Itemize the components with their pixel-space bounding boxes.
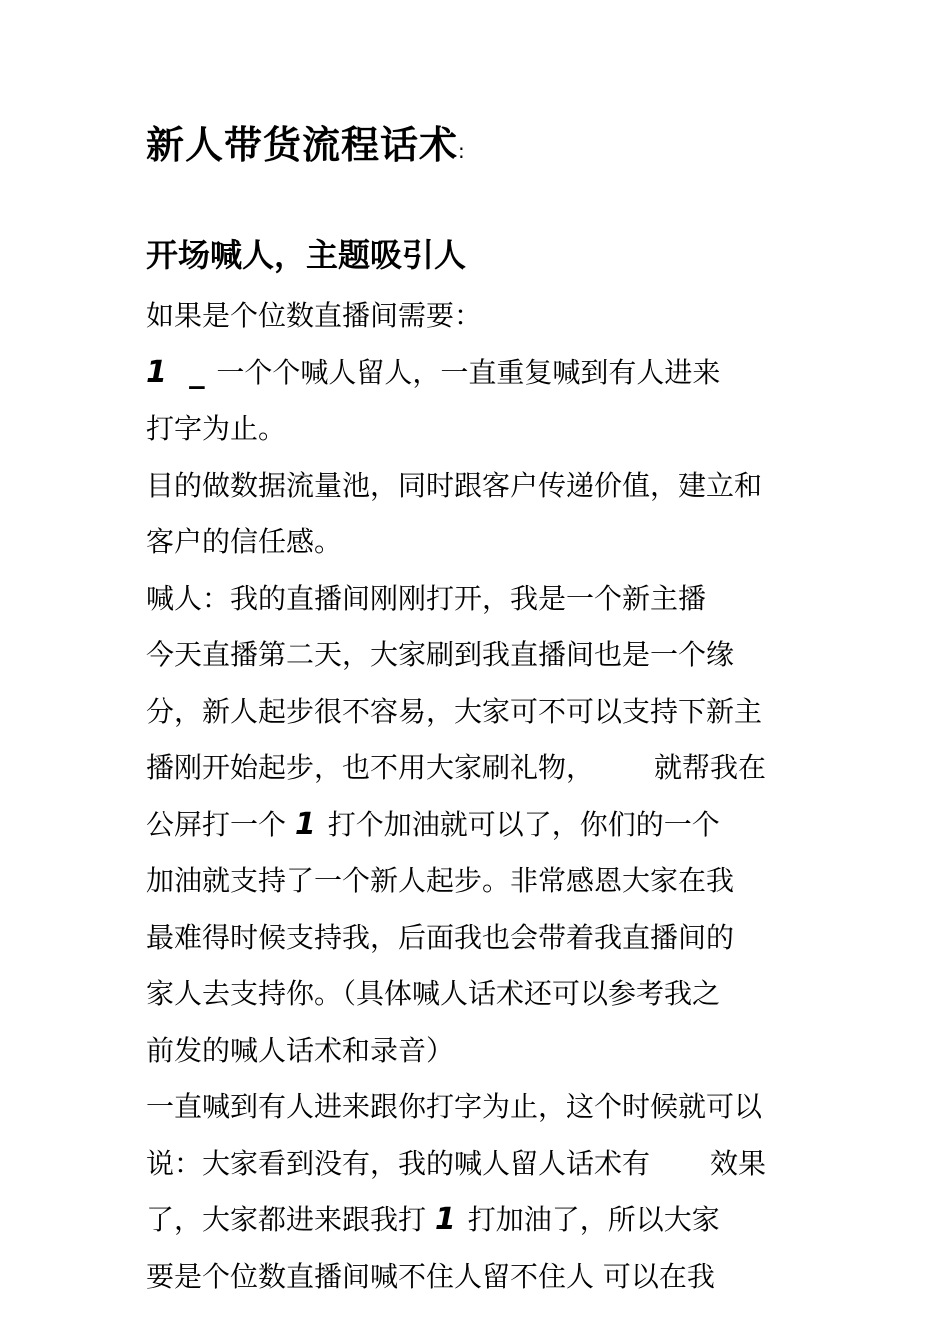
inline-number: 1 [294,806,322,842]
document-body [146,118,826,1305]
title-colon: : [458,139,466,163]
text-line [146,1079,826,1136]
line-text: 一直喊到有人进来跟你打字为止，这个时候就可以 [146,1090,763,1123]
paragraph-lines [146,288,826,1305]
line-text-tail: 打加油了，所以大家 [467,1203,720,1236]
line-text: 播刚开始起步，也不用大家刷礼物， [146,751,595,784]
title-text: 新人带货流程话术 [146,123,459,167]
line-text: 了，大家都进来跟我打 [146,1203,435,1236]
text-line [146,910,826,967]
text-line [146,684,826,741]
line-text-tail: 打个加油就可以了，你们的一个 [327,807,720,841]
inline-number: 1 [434,1202,462,1237]
text-line [146,288,826,345]
text-line [146,401,826,458]
line-text: 客户的信任感。 [146,525,343,558]
line-text: 今天直播第二天，大家刷到我直播间也是一个缘 [146,638,735,671]
line-text: 打字为止。 [146,412,287,445]
text-line [146,740,826,797]
line-text: 如果是个位数直播间需要： [146,299,483,332]
line-text: 家人去支持你。（具体喊人话术还可以参考我之 [146,977,721,1010]
line-text-tail: 就帮我在 [654,751,767,784]
line-text-tail: 效果 [710,1146,767,1180]
text-line [146,345,826,402]
line-text: 加油就支持了一个新人起步。非常感恩大家在我 [146,864,735,897]
text-line [146,458,826,515]
line-text: 前发的喊人话术和录音） [146,1033,455,1067]
line-text: 要是个位数直播间喊不住人留不住人 可以在我 [146,1259,715,1293]
text-line [146,1023,826,1080]
text-line [146,1192,826,1249]
text-line [146,1136,826,1193]
section-heading: 开场喊人，主题吸引人 [146,236,467,274]
text-line [146,853,826,910]
text-line [146,1249,826,1306]
text-line [146,514,826,571]
text-line [146,627,826,684]
line-text: 目的做数据流量池，同时跟客户传递价值，建立和 [146,468,763,502]
list-number: 1 _ [146,354,211,390]
text-line [146,797,826,854]
document-title [146,118,826,178]
line-text: 说：大家看到没有，我的喊人留人话术有 [146,1146,651,1180]
line-text: 分，新人起步很不容易，大家可不可以支持下新主 [146,694,763,728]
text-line [146,966,826,1023]
line-text: 最难得时候支持我，后面我也会带着我直播间的 [146,920,735,954]
text-line [146,571,826,628]
line-text: 喊人：我的直播间刚刚打开，我是一个新主播 [146,581,707,615]
line-text: 一个个喊人留人，一直重复喊到有人进来 [216,355,721,389]
line-text: 公屏打一个 [146,807,295,841]
